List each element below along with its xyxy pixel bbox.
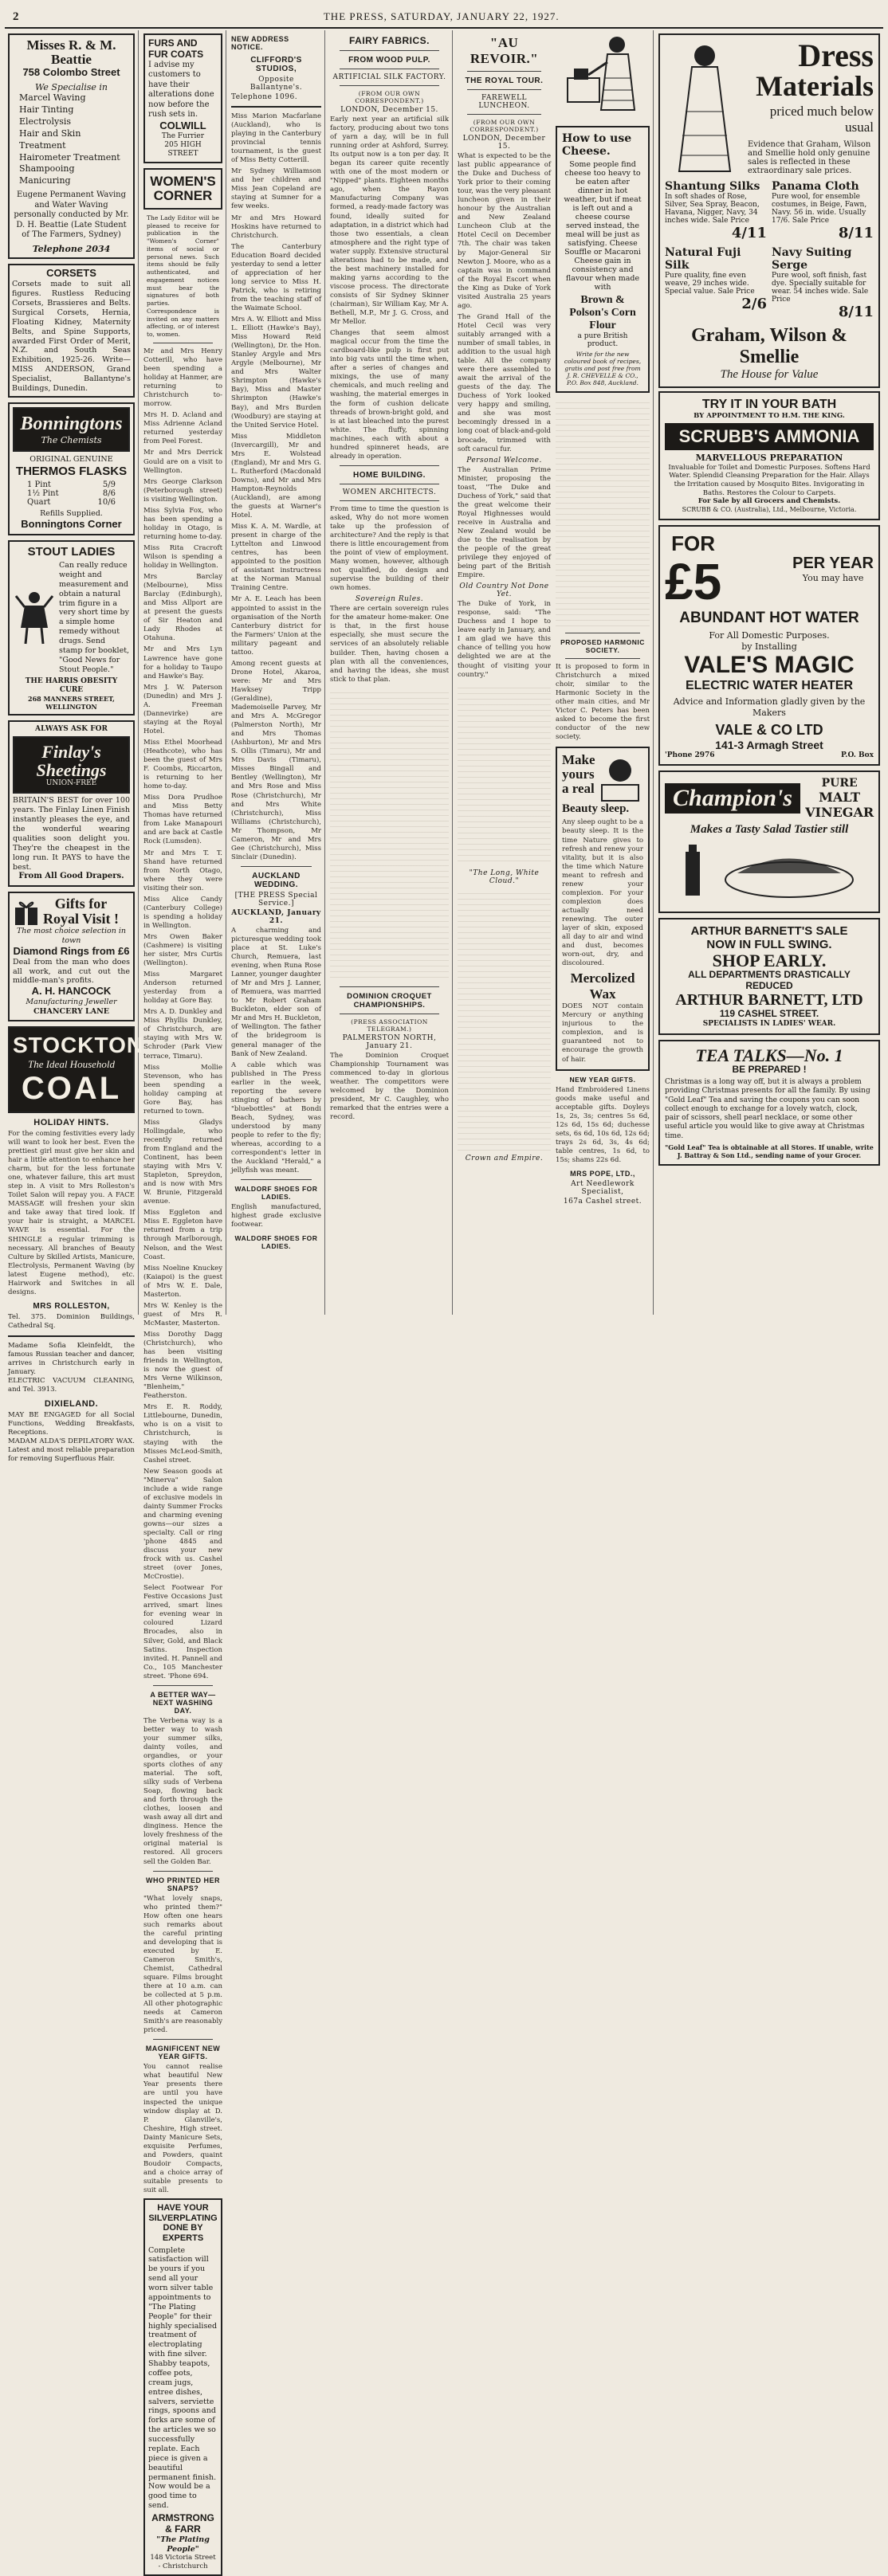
revoir-subtitle: THE ROYAL TOUR. <box>465 76 544 85</box>
newyear-trade: Art Needlework Specialist, <box>571 1179 635 1196</box>
article-continuation <box>458 683 551 866</box>
cloud-title: "The Long, White Cloud." <box>469 868 540 885</box>
social-item: Miss Eggleton and Miss E. Eggleton have returned from a trip through Marlborough, Nelson, and the West Coast. <box>143 1209 222 1261</box>
vale-for: FOR <box>671 531 716 555</box>
dixieland: DIXIELAND. <box>44 1399 99 1410</box>
thermos-refills: Refills Supplied. <box>40 508 103 518</box>
beauty-brand: Mercolized Wax <box>570 970 635 1002</box>
social-item: Mr A. E. Leach has been appointed to assist in the organisation of the North Canterbury district for the Farmers' Union at the military pageant and tattoo. <box>231 595 321 657</box>
holiday-name: MRS ROLLESTON, <box>33 1301 110 1311</box>
finlays-text: BRITAIN'S BEST for over 100 years. The Finlay Linen Finish instantly pleases the eye, and the wonderful wearing qualities soon delight you. They're the cheapest in the long run. It PAYS to have the best. <box>13 796 130 872</box>
social-item: Mrs Owen Baker (Cashmere) is visiting her sister, Mrs Curtis (Wellington). <box>143 932 222 968</box>
finlays-banner <box>13 736 130 794</box>
beauty-line1: Make <box>562 752 595 768</box>
thermos-original: ORIGINAL GENUINE <box>29 454 113 464</box>
hancock-line5: Deal from the man who does all work, and cut out the middle-man's profits. <box>13 957 130 986</box>
vale-by: by Installing <box>741 641 797 652</box>
page-number: 2 <box>13 10 19 23</box>
stout-address: 268 MANNERS STREET, WELLINGTON <box>28 695 115 711</box>
stout-company: THE HARRIS OBESITY CURE <box>25 676 118 694</box>
dress-line3: priced much below usual <box>769 104 874 135</box>
barnett-name: ARTHUR BARNETT, LTD <box>675 991 863 1010</box>
vale-box: P.O. Box <box>841 751 874 759</box>
champion-product: MALT VINEGAR <box>805 789 874 820</box>
champion-brand: Champion's <box>665 783 800 814</box>
scrubbs-appoint: BY APPOINTMENT TO H.M. THE KING. <box>694 412 845 421</box>
article-continuation <box>458 888 551 1151</box>
hancock-trade: Manufacturing Jeweller <box>26 998 117 1007</box>
fabrics-subtitle: FROM WOOD PULP. <box>348 56 430 65</box>
dress-line2: Materials <box>756 70 874 102</box>
fabrics-title: FAIRY FABRICS. <box>348 35 430 46</box>
womens-corner-note: The Lady Editor will be pleased to receive for publication in the "Women's Corner" items of social or personal news. Such items should be fully authenticated, and engagement notices must bear the signatures of both parties. Correspondence is invited on any matters affecting, or of interest to, women. <box>147 214 219 339</box>
classified-item: Madame Sofia Kleinfeldt, the famous Russian teacher and dancer, arrives in Christchurch early in January. <box>8 1341 135 1377</box>
womens-corner-items <box>143 347 222 1465</box>
salad-bowl-illustration <box>670 840 869 904</box>
social-item: Mrs J. W. Paterson (Dunedin) and Mrs J. A. Freeman (Dannevirke) are staying at the Royal Hotel. <box>143 683 222 735</box>
vale-amount: £5 <box>665 552 722 610</box>
personal-title: Personal Welcome. <box>466 456 542 465</box>
social-item: Miss Dorothy Dagg (Christchurch), who has been visiting friends in Wellington, is now the guest of Mrs Verne Wilkinson, "Blenheim," Featherston. <box>143 1330 222 1401</box>
social-item: Mrs George Clarkson (Peterborough street) is visiting Wellington. <box>143 477 222 504</box>
vale-name: VALE & CO LTD <box>715 721 823 738</box>
newyear-address: 167a Cashel street. <box>563 1197 642 1206</box>
tea-footer: "Gold Leaf" Tea is obtainable at all Stores. If unable, write J. Battray & Son Ltd., sending name of your Grocer. <box>665 1143 874 1159</box>
tea-sub: BE PREPARED ! <box>732 1064 807 1076</box>
column-4 <box>327 30 453 1315</box>
waldorf-title: WALDORF SHOES FOR LADIES. <box>234 1185 318 1202</box>
fabrics-text: Early next year an artificial silk factory, producing about two tons of yarn a day, will be in full running order at Ashford, Surrey. Its output now is a ton per day. It began its career quite recently with one of the most modern or "Nipped" plants. Eighteen months ago, when the Rayon Manufacturing Company was formed, a ready-made factory was found, ideally suited for adaptation, in a district which had those two essentials, a clean atmosphere and the right type of water supply. Extensive structural alterations had to be made, and the best machinery installed for making yarns according to the viscose process. The directorate consists of Sir Sydney Skinner (chairman), Sir William Kay, Mr A. Bethell, M.P., Mr J. G. Cross, and Mr Mellor. <box>330 116 449 327</box>
colwill-trade: The Furrier <box>161 131 205 140</box>
croquet-text: The Dominion Croquet Championship Tournament was commenced to-day in glorious weather. The competitors were welcomed by the Dominion president, Mr C. Caughley, who remarked that the entries were a record. <box>330 1051 449 1122</box>
beauty-line4: Beauty sleep. <box>562 802 630 816</box>
newyear-name: MRS POPE, LTD., <box>570 1169 635 1178</box>
washing-text: The Verbena way is a better way to wash your summer silks, dainty voiles, and organdies, or your sports clothes of any material. The soft, silky suds of Verbena Soap, flowing back and forth through the clothes, loosen and wash away all dirt and dinginess. Hence the lovely freshness of the original material is restored. All grocers sell the Golden Bar. <box>143 1716 222 1866</box>
dress-line1: Dress <box>798 37 874 73</box>
colwill-address: 205 HIGH STREET <box>164 140 202 159</box>
social-item: Mrs E. R. Roddy, Littlebourne, Dunedin, who is on a visit to Christchurch, is staying with the Misses McLeod-Smith, Cashel street. <box>143 1403 222 1464</box>
vale-address: 141-3 Armagh Street <box>715 738 823 751</box>
armstrong-name: ARMSTRONG & FARR <box>151 2512 214 2535</box>
revoir-title: "AU REVOIR." <box>470 35 539 66</box>
stout-text: Can really reduce weight and measurement and obtain a natural trim figure in a very short time by a simple home remedy without drugs. Send stamp for booklet, "Good News for Stout People." <box>59 561 130 674</box>
fabrics-text-2: Changes that seem almost magical occur from the time the cardboard-like pulp is first put into big vats until the time when, after a series of changes and mixings, the use of many chemicals, and much reeling and washing, the material emerges in the form of cushion delicate threads of brown-bright gold, and is at last bleached into the purest white. The fluffy, spinning machines, each with about a hundred spinneret heads, are already in operation. <box>330 329 449 461</box>
scrubbs-sold: For Sale by all Grocers and Chemists. <box>697 497 841 506</box>
croquet-press: (PRESS ASSOCIATION TELEGRAM.) <box>351 1017 428 1033</box>
tea-ad <box>658 1040 880 1166</box>
social-item: Mr and Mrs Howard Hoskins have returned to Christchurch. <box>231 214 321 240</box>
masthead-title: THE PRESS, SATURDAY, JANUARY 22, 1927. <box>323 10 560 22</box>
harmonic-text: It is proposed to form in Christchurch a mixed choir, similar to the Harmonic Society in the other main cities, and Mr Victor C. Peters has been asked to become the first conductor of the new society. <box>556 663 650 742</box>
champion-pure: PURE <box>821 776 858 790</box>
price-row: 1 Pint 5/9 <box>27 480 116 489</box>
social-item: Miss Rita Cracroft Wilson is spending a holiday in Wellington. <box>143 543 222 570</box>
country-text: The Duke of York, in response, said: "The Duchess and I hope to leave early in January, and I am glad we have this chance of telling you how delighted we are at the thought of visiting your country." <box>458 600 551 679</box>
beauty-text: Any sleep ought to be a beauty sleep. It is the time Nature gives to refresh and renew your vitality, but it is also the time which Nature meant to refresh and renew your complexion. For your complexion does actually need renewing. The outer layer of skin, exposed all day to air and wind and dust, becomes worn-out, dry, and discoloured. <box>562 818 643 968</box>
womens-corner-header <box>143 168 222 210</box>
dress-item: Panama Cloth Pure wool, for ensemble costumes, in Beige, Fawn, Navy. 56 in. wide. Usually 17/6. Sale Price 8/11 <box>772 180 874 241</box>
social-item: Miss Ethel Moorhead (Heathcote), who has been the guest of Mrs F. Coombs, Riccarton, is returning to her home to-day. <box>143 738 222 791</box>
service-item: Marcel Waving <box>19 92 86 104</box>
cheese-text: Some people find cheese too heavy to be eaten after dinner in hot weather, but if meat is left out and a cheese course served instead, the meal will be just as satisfying. Cheese Souffle or Macaroni Cheese gain in consistency and flavour when made with <box>564 160 642 292</box>
column-3 <box>228 30 325 1315</box>
cheese-brand: Brown & Polson's Corn Flour <box>569 294 636 331</box>
service-item: Hair Tinting <box>19 104 74 116</box>
stout-ad <box>8 540 135 716</box>
revoir-text: What is expected to be the last public appearance of the Duke and Duchess of York prior to their coming tour, was the very pleasant luncheon given in their honour by the Australian and New Zealand Luncheon Club at the Hotel Cecil on December 7th. The chair was taken by Major-General Sir Newton J. Moore, who as a captain was in command of the Royal Escort when the King as Duke of York visited Australia 25 years ago. <box>458 152 551 310</box>
cheese-title: How to use Cheese. <box>562 132 632 158</box>
barnett-line4: ALL DEPARTMENTS DRASTICALLY REDUCED <box>688 969 851 992</box>
fabrics-dateline: LONDON, December 15. <box>340 106 438 114</box>
footwear-text: Select Footwear For Festive Occasions Just arrived, smart lines for evening wear in coloured Lizard Brocades, also in Silver, Gold, and Black Satins. Inspection invited. H. Pannell and Co., 105 Manchester street. 'Phone 694. <box>143 1584 222 1680</box>
auckland-dateline: AUCKLAND, January 21. <box>231 908 321 925</box>
gifts-text: You cannot realise what beautiful New Year presents there are until you have inspected the unique window display at D. P. Glanville's, Cheshire, High street. Dainty Manicure Sets, exquisite Perfumes, and Powders, quaint Boudoir Compacts, and a choice array of suitable presents to suit all. <box>143 2063 222 2194</box>
croquet-title: DOMINION CROQUET CHAMPIONSHIPS. <box>347 991 432 1010</box>
social-item: Mrs A. W. Elliott and Miss L. Elliott (Hawke's Bay), Miss Howard Reid (Wellington), Dr. the Hon. Stanley Argyle and Mrs Argyle (Melbourne), Mr and Mrs Walter Shrimpton (Hawke's Bay), Miss and Master Shrimpton (Hawke's Bay), and Mrs Burden (Woodbury) are staying at the United Service Hotel. <box>231 316 321 429</box>
beattie-name: Misses R. & M. Beattie <box>26 37 116 67</box>
minerva-ad-text: New Season goods at "Minerva" Salon include a wide range of exclusive models in dainty Summer Frocks and charming evening gowns—our sizes a specialty. Call or ring 'phone 4845 and discuss your new frock with us. Cashel street (over Jones, McCrostie). <box>143 1467 222 1582</box>
newyear-text: Hand Embroidered Linens goods make useful and acceptable gifts. Doyleys 1s, 2s, 3s; centres 5s 6d, 12s 6d, 15s 6d; duchesse sets, 6s 6d, 10s 6d, 12s 6d; trays 2s 6d, 3s, 4s 6d; table centres, 1s 6d, to 15s; shams 22s 6d. <box>556 1085 650 1164</box>
cheese-ad <box>556 126 650 393</box>
holiday-title: HOLIDAY HINTS. <box>33 1117 109 1127</box>
colwill-ad <box>143 33 222 163</box>
column-5 <box>454 30 654 1315</box>
price-row: 1½ Pint 8/6 <box>27 488 116 498</box>
social-item: Mr Sydney Williamson and her children and Miss Jean Copeland are staying at Sumner for a few weeks. <box>231 167 321 211</box>
stockton-brand: STOCKTON <box>13 1032 144 1057</box>
fabrics-sub2: ARTIFICIAL SILK FACTORY. <box>332 73 446 81</box>
croquet-dateline: PALMERSTON NORTH, January 21. <box>342 1033 437 1050</box>
finlays-from: From All Good Drapers. <box>18 872 124 881</box>
revoir-source: (FROM OUR OWN CORRESPONDENT.) <box>470 119 539 133</box>
barnett-ad <box>658 918 880 1035</box>
stout-title: STOUT LADIES <box>27 544 116 559</box>
thermos-prices <box>13 480 130 507</box>
social-item: The Canterbury Education Board decided yesterday to send a letter of appreciation of her long service to Miss H. Patrick, who is retiring from the teaching staff of the Waimate School. <box>231 242 321 312</box>
dress-item: Navy Suiting Serge Pure wool, soft finish, fast dye. Specially suitable for wear. 54 inches wide. Sale Price 8/11 <box>772 246 874 320</box>
finlays-brand: Finlay's Sheetings <box>36 742 107 781</box>
dress-tagline: The House for Value <box>720 368 819 381</box>
gifts-title: MAGNIFICENT NEW YEAR GIFTS. <box>145 2045 221 2061</box>
service-item: Electrolysis <box>19 116 72 127</box>
fabrics-source: (FROM OUR OWN CORRESPONDENT.) <box>355 90 424 104</box>
snaps-text: "What lovely snaps, who printed them?" How often one hears such remarks about the careful printing and developing that is executed by E. Cameron Smith's, Chemist, Cathedral square. Films brought there at 10 a.m. can be collected at 5 p.m. All other photographic needs at Cameron Smith's are reasonably priced. <box>143 1894 222 2035</box>
colwill-name: COLWILL <box>159 119 206 131</box>
scrubbs-sub: MARVELLOUS PREPARATION <box>695 453 843 464</box>
vale-contact <box>665 751 874 759</box>
beauty-ad <box>556 747 650 1070</box>
scrubbs-line1: TRY IT IN YOUR BATH <box>701 398 837 411</box>
social-item: Miss Middleton (Invercargill), Mr and Mrs E. Wolstead (England), Mr and Mrs G. L. Rutherford (Macdonald Downs), and Mr and Mrs Hampton-Reynolds (Auckland), are among the guests at Warner's Hotel. <box>231 432 321 520</box>
notice-phone: Telephone 1096. <box>231 93 298 101</box>
beattie-services <box>13 92 130 187</box>
social-item: Mrs H. D. Acland and Miss Adrienne Acland returned yesterday from Peel Forest. <box>143 411 222 446</box>
woman-cooking-illustration <box>556 30 659 118</box>
stockton-tagline: The Ideal Household <box>27 1057 116 1070</box>
waldorf-title-2: WALDORF SHOES FOR LADIES. <box>234 1234 318 1251</box>
hancock-line2: Royal Visit ! <box>43 910 120 927</box>
column-6 <box>655 30 883 1315</box>
classified-item: ELECTRIC VACUUM CLEANING, and Tel. 3913. <box>8 1377 135 1394</box>
social-item: Miss Marion Macfarlane (Auckland), who is playing in the Canterbury provincial tennis tournament, is the guest of Miss Betty Cotterill. <box>231 112 321 165</box>
beauty-line3: a real <box>562 781 595 797</box>
vale-product: ELECTRIC WATER HEATER <box>685 679 854 693</box>
social-item: Mrs A. D. Dunkley and Miss Phyllis Dunkley, of Christchurch, are staying with Mrs W. Schroder (Park View terrace, Timaru). <box>143 1008 222 1061</box>
vale-ad <box>658 525 880 766</box>
auckland-cable: A cable which was published in The Press earlier in the week, reporting the severe stinging of bathers by "bluebottles" at Bondi Beach, Sydney, was understood by many people to refer to the fly; whereas, according to a correspondent's letter in the Auckland "Herald," a jellyfish was meant. <box>231 1061 321 1175</box>
woman-figure-icon <box>13 590 56 645</box>
bonningtons-corner: Bonningtons Corner <box>21 517 122 530</box>
tea-text: Christmas is a long way off, but it is always a problem providing Christmas presents for all the family. By using "Gold Leaf" Tea and saving the coupons you can soon collect enough to exchange for a lovely watch, clock, pair of scissors, shell pearl necklace, or some other useful article you would like to give away at Christmas time. <box>665 1078 870 1140</box>
vale-hot: ABUNDANT HOT WATER <box>679 609 859 626</box>
dress-items <box>665 180 874 320</box>
cheese-sub: a pure British product. <box>577 332 628 348</box>
hancock-ad <box>8 892 135 1021</box>
vale-purposes: For All Domestic Purposes. <box>709 629 830 641</box>
masthead <box>5 6 883 29</box>
barnett-address: 119 CASHEL STREET. <box>719 1008 819 1020</box>
service-item: Manicuring <box>19 175 71 186</box>
social-item: Miss Alice Candy (Canterbury College) is spending a holiday in Wellington. <box>143 895 222 930</box>
social-item: Mrs W. Kenley is the guest of Mrs R. McMaster, Masterton. <box>143 1301 222 1327</box>
service-item: Hair and Skin Treatment <box>19 127 81 151</box>
hancock-line3: The most choice selection in town <box>16 926 127 945</box>
auckland-title: AUCKLAND WEDDING. <box>252 871 301 889</box>
beattie-blurb: Eugene Permanent Waving and Water Waving personally conducted by Mr. D. H. Beattie (Late Student of The Farmers, Sydney) <box>14 190 129 240</box>
country-title: Old Country Not Done Yet. <box>459 582 549 599</box>
barnett-line3: SHOP EARLY. <box>712 951 827 971</box>
beattie-address: 758 Colombo Street <box>22 65 120 78</box>
champion-ad <box>658 770 880 913</box>
social-item: Miss Margaret Anderson returned yesterday from a holiday at Gore Bay. <box>143 970 222 1006</box>
auckland-press: [THE PRESS Special Service.] <box>234 891 318 908</box>
tea-title: TEA TALKS—No. 1 <box>695 1045 843 1066</box>
newyear-title: NEW YEAR GIFTS. <box>569 1075 636 1084</box>
social-item: Mr and Mrs T. T. Shand have returned from North Otago, where they were visiting their son. <box>143 849 222 892</box>
finlays-top: ALWAYS ASK FOR <box>35 725 108 733</box>
corsets-text: Corsets made to suit all figures. Rustless Reducing Corsets, Brassieres and Belts. Surgical Corsets, Hernia, Floating Kidney, Maternity Belts, and Spine Supports, awarded First Order of Merit, N.Z. and South Seas Exhibition, 1925-26. Write— MISS ANDERSON, Grand Specialist, Ballantyne's Buildings, Dunedin. <box>12 280 131 393</box>
scrubbs-text: Invaluable for Toilet and Domestic Purposes. Softens Hard Water. Splendid Cleansing Preparation for the Hair. Allays the Irritation caused by Mosquito Bites. Invigorating in Baths. Restores the Colour to Carpets. <box>668 463 870 497</box>
scrubbs-co: SCRUBB & CO. (Australia), Ltd., Melbourne, Victoria. <box>682 505 857 513</box>
column-1 <box>5 30 144 1464</box>
notice-name: CLIFFORD'S STUDIOS, <box>250 56 302 73</box>
armstrong-text: Complete satisfaction will be yours if you send all your worn silver table appointments to "The Plating People" for their highly specialised treatment of electroplating with fine silver. Shabby teapots, coffee pots, cream jugs, entree dishes, salvers, serviette rings, spoons and forks are some of the articles we so successfully replate. Each piece is given a beautiful permanent finish. Now would be a good time to send. <box>148 2245 218 2511</box>
social-item: Miss Sylvia Fox, who has been spending a holiday in Otago, is returning home to-day. <box>143 506 222 541</box>
hancock-place: CHANCERY LANE <box>33 1007 110 1017</box>
classified-item: MAY BE ENGAGED for all Social Functions, Wedding Breakfasts, Receptions. <box>8 1411 135 1437</box>
article-continuation <box>330 688 449 982</box>
woman-dress-illustration <box>665 40 745 175</box>
column-2 <box>140 30 226 2571</box>
beauty-note: DOES NOT contain Mercury or anything injurious to the complexion, and is guaranteed not to encourage the growth of hair. <box>562 1002 643 1064</box>
article-continuation <box>556 398 650 629</box>
armstrong-title: HAVE YOUR SILVERPLATING DONE BY EXPERTS <box>148 2203 218 2243</box>
vale-advice: Advice and Information gladly given by the Makers <box>673 696 866 719</box>
finlays-sub: UNION-FREE <box>45 779 97 788</box>
beattie-specialise: We Specialise in <box>34 81 108 92</box>
revoir-sub2: FAREWELL LUNCHEON. <box>478 94 530 110</box>
sovereign-title: Sovereign Rules. <box>355 595 424 604</box>
sleeping-woman-icon <box>599 753 642 802</box>
hancock-line4: Diamond Rings from £6 <box>13 944 130 957</box>
holiday-text: For the coming festivities every lady will want to look her best. Even the prettiest girl must give her skin and hair a little attention to enhance her charm, but for the less fortunate one, whatever failure, this art must step in. A visit to Mrs Rolleston's Toilet Salon will repay you. A FACE MASSAGE will freshen your skin and take away that tired look. If your hair is straight, a MARCEL WAVE is essential. For the SHINGLE a regular trimming is necessary. All branches of Beauty Culture by Skilled Artists, Manicure, Electrolysis, Permanent Waving (by latest Eugene method), etc. Hairwork and Switches in all designs. <box>8 1129 135 1296</box>
womens-corner-title: WOMEN'S CORNER <box>150 174 216 204</box>
personal-text: The Australian Prime Minister, proposing the toast, "The Duke and Duchess of York," said that the great welcome their Royal Highnesses would receive in Australia and New Zealand would be due to the realisation by the people of the great privilege they enjoyed of being part of the British Empire. <box>458 465 551 580</box>
stockton-product: COAL <box>21 1070 122 1106</box>
dress-item: Natural Fuji Silk Pure quality, fine even weave, 29 inches wide. Special value. Sale Price 2/6 <box>665 246 767 312</box>
barnett-line2: NOW IN FULL SWING. <box>706 938 832 952</box>
holiday-address: Tel. 375. Dominion Buildings, Cathedral Sq. <box>8 1312 135 1330</box>
beauty-line2: yours <box>562 767 595 782</box>
dress-ad <box>658 33 880 388</box>
sovereign-text: There are certain sovereign rules for the amateur home-maker. One is that, in the first house especially, she must secure the services of an absolutely reliable builder. Then, having chosen a plan with all the conveniences, and having the ideas, she must stick to that plan. <box>330 605 449 684</box>
vale-per: PER YEAR <box>792 555 874 573</box>
hancock-line1: Gifts for <box>54 896 108 912</box>
corsets-ad <box>8 264 135 397</box>
vale-brand: VALE'S MAGIC <box>684 652 855 679</box>
social-item: Miss Dora Prudhoe and Miss Betty Thomas have returned from Lake Manapouri and are back at Castle Rock (Lumsden). <box>143 794 222 846</box>
social-item: Mr and Mrs Henry Cotterill, who have been spending a holiday at Hanmer, are returning to Christchurch to-morrow. <box>143 347 222 409</box>
champion-tagline: Makes a Tasty Salad Tastier still <box>690 822 849 836</box>
service-item: Shampooing <box>19 163 75 174</box>
home-text: From time to time the question is asked, Why do not more women take up the profession of architecture? And the reply is that there is little encouragement from the point of view of employment. Many women, however, although not qualified, do design and supervise the building of their own homes. <box>330 504 449 593</box>
social-item: Mr and Mrs Derrick Gould are on a visit to Wellington. <box>143 449 222 475</box>
stockton-ad <box>8 1026 144 1113</box>
revoir-dateline: LONDON, December 15. <box>462 135 546 151</box>
gift-box-icon <box>13 896 40 927</box>
washing-title: A BETTER WAY—NEXT WASHING DAY. <box>150 1690 216 1715</box>
armstrong-ad <box>143 2198 222 2576</box>
bonningtons-brand: Bonningtons <box>20 413 123 434</box>
price-row: Quart 10/6 <box>27 497 116 507</box>
barnett-spec: SPECIALISTS IN LADIES' WEAR. <box>702 1019 836 1028</box>
barnett-line1: ARTHUR BARNETT'S SALE <box>690 923 848 938</box>
armstrong-address: 148 Victoria Street - Christchurch <box>150 2554 216 2571</box>
beattie-phone: Telephone 2034 <box>32 243 111 254</box>
hancock-name: A. H. HANCOCK <box>31 985 112 998</box>
harmonic-title: PROPOSED HARMONIC SOCIETY. <box>560 638 645 654</box>
dress-item: Shantung Silks In soft shades of Rose, Silver, Sea Spray, Beacon, Havana, Nigger, Navy, 34 inches wide. Sale Price 4/11 <box>665 180 767 241</box>
finlays-ad <box>8 720 135 887</box>
scrubbs-ad <box>658 391 880 520</box>
armstrong-tagline: "The Plating People" <box>156 2535 210 2554</box>
beattie-ad <box>8 33 135 259</box>
classified-item: MADAM ALDA'S DEPILATORY WAX. Latest and most reliable preparation for removing Superfluous Hair. <box>8 1437 135 1464</box>
home-title: HOME BUILDING. <box>353 470 426 480</box>
vale-may: You may have <box>802 573 864 584</box>
dress-brand: Graham, Wilson & Smellie <box>691 325 847 367</box>
auckland-text: A charming and picturesque wedding took place at St. Luke's Church, Remuera, last evening, when Runa Rose Lanner, younger daughter of Mr and Mrs J. Lanner, of Remuera, was married to Mr Robert Graham Buckleton, elder son of Mr and Mrs H. Buckleton, of Wellington. The father of the bridegroom is general manager of the Bank of New Zealand. <box>231 926 321 1058</box>
social-item: Miss K. A. M. Wardle, at present in charge of the Lyttelton and Linwood centres, has been appointed to the position of assistant instructress at the Norman Manual Training Centre. <box>231 523 321 593</box>
bonningtons-ad <box>8 402 135 535</box>
notice-title: NEW ADDRESS NOTICE. <box>231 35 289 51</box>
colwill-title: FURS AND FUR COATS <box>148 37 204 60</box>
arrivals-text: Among recent guests at Drone Hotel, Akaroa, were: Mr and Mrs Hawksey Tripp (Geraldine), Mademoiselle Parvey, Mr and Mrs A. McGregor (Palmerston North), Mr and Mrs Thomas (Ashburton), Mr and Mrs S. Ollis (Timaru), Mr and Mrs Davis (Timaru), Misses Bingall and Bentley (Wellington), Mr and Mrs Rose and Miss Rose (Christchurch), Mr and Mrs White (Christchurch), Miss Williams (Christchurch), Mr Thompson, Mr Cameron, Mr and Mrs Gee (Christchurch), Miss Sinclair (Dunedin). <box>231 659 321 861</box>
thermos-product: THERMOS FLASKS <box>15 464 128 478</box>
home-subtitle: WOMEN ARCHITECTS. <box>342 488 437 496</box>
colwill-text: I advise my customers to have their alterations done now before the rush sets in. <box>148 60 214 120</box>
waldorf-text: English manufactured, highest grade exclusive footwear. <box>231 1203 321 1229</box>
scrubbs-brand: SCRUBB'S AMMONIA <box>665 423 874 450</box>
dress-text: Evidence that Graham, Wilson and Smellie hold only genuine sales is reflected in these extraordinary sale prices. <box>748 140 871 175</box>
cheese-write: Write for the new coloured book of recipes, gratis and post free from J. R. CHEVELLE & CO., P.O. Box 848, Auckland. <box>564 351 642 386</box>
social-item: Miss Gladys Hollingdale, who recently returned from England and the Continent, has been staying with Mrs V. Stapleton, Spreydon, and is now with Mrs W. Brunie, Fitzgerald avenue. <box>143 1118 222 1206</box>
social-item: Miss Mollie Stevenson, who has been spending a holiday camping at Gore Bay, has returned to town. <box>143 1063 222 1115</box>
service-item: Hairometer Treatment <box>19 151 120 163</box>
social-item: Mr and Mrs Lyn Lawrence have gone for a holiday to Taupo and Hawke's Bay. <box>143 645 222 680</box>
vale-phone: 'Phone 2976 <box>665 751 715 759</box>
social-item: Mrs Barclay (Melbourne), Miss Barclay (Edinburgh), and Miss Allport are at present the guests of Sir Heaton and Lady Rhodes at Otahuna. <box>143 573 222 643</box>
bonningtons-tagline: The Chemists <box>41 434 102 445</box>
social-item: Miss Noeline Knuckey (Kaiapoi) is the guest of Mrs W. E. Dale, Masterton. <box>143 1264 222 1299</box>
revoir-text-2: The Grand Hall of the Hotel Cecil was very suitably arranged with a number of small tables, in addition to the usual high table. All the company were there assembled to await the arrival of the guests of the day. The Duchess of York looked very happy and smiling, and she was most becomingly dressed in a long coat of black-and-gold brocade, trimmed with soft caracul fur. <box>458 312 551 453</box>
corsets-title: CORSETS <box>46 267 96 280</box>
bonningtons-banner <box>13 407 130 452</box>
snaps-title: WHO PRINTED HER SNAPS? <box>146 1876 220 1892</box>
crown-title: Crown and Empire. <box>465 1154 544 1163</box>
notice-location: Opposite Ballantyne's. <box>250 76 303 92</box>
